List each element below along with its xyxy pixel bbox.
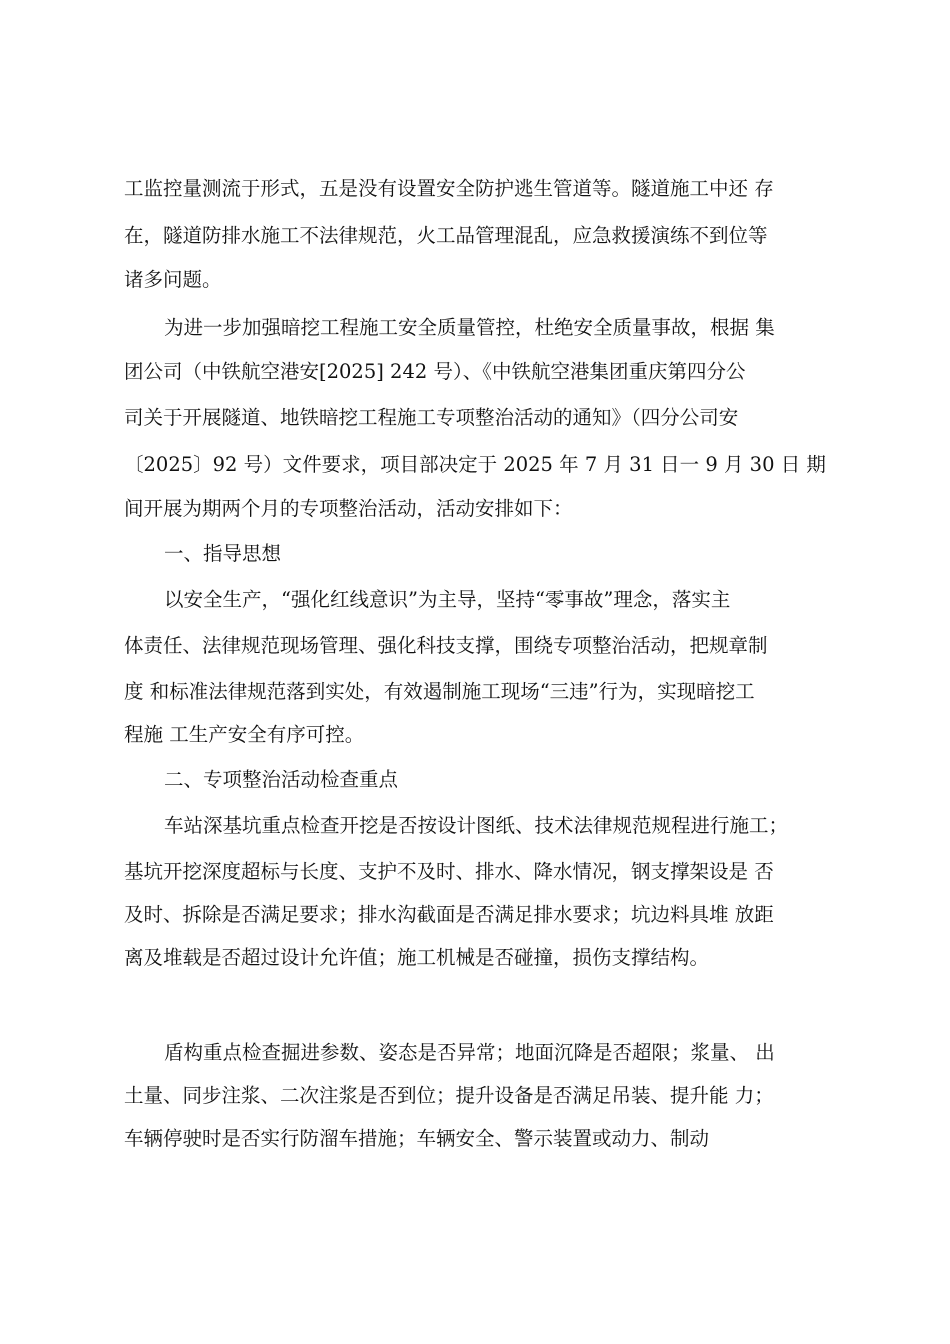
line-text: 土量、同步注浆、二次注浆是否到位；提升设备是否满足吊装、提升能 力； [124, 1084, 774, 1107]
line-text: 〔2025〕92 号）文件要求，项目部决定于 2025 年 7 月 31 日一 9 月 30 日 期 [124, 453, 826, 476]
line-text: 程施 工生产安全有序可控。 [124, 723, 365, 746]
line-text: 车辆停驶时是否实行防溜车措施；车辆安全、警示装置或动力、制动 [124, 1127, 710, 1150]
line-text: 离及堆载是否超过设计允许值；施工机械是否碰撞，损伤支撑结构。 [124, 946, 710, 969]
line-text: 在，隧道防排水施工不法律规范，火工品管理混乱，应急救援演练不到位等 [124, 224, 768, 247]
line-text: 车站深基坑重点检查开挖是否按设计图纸、技术法律规范规程进行施工； [164, 814, 789, 837]
line-text: 工监控量测流于形式，五是没有设置安全防护逃生管道等。隧道施工中还 存 [124, 177, 774, 200]
heading-text: 一、指导思想 [164, 542, 282, 565]
line-text: 诸多问题。 [124, 268, 222, 291]
line-text: 度 和标准法律规范落到实处，有效遏制施工现场“三违”行为，实现暗挖工 [124, 680, 755, 703]
line-text: 盾构重点检查掘进参数、姿态是否异常；地面沉降是否超限；浆量、 出 [164, 1041, 775, 1064]
line-text: 体责任、法律规范现场管理、强化科技支撑，围绕专项整治活动，把规章制 [124, 634, 768, 657]
line-text: 司关于开展隧道、地铁暗挖工程施工专项整治活动的通知》（四分公司安 [124, 406, 739, 429]
line-text: 间开展为期两个月的专项整治活动，活动安排如下： [124, 497, 573, 520]
heading-text: 二、专项整治活动检查重点 [164, 768, 399, 791]
line-text: 以安全生产，“强化红线意识”为主导，坚持“零事故”理念，落实主 [164, 588, 731, 611]
line-text: 团公司（中铁航空港安[2025] 242 号）、《中铁航空港集团重庆第四分公 [124, 360, 746, 383]
line-text: 为进一步加强暗挖工程施工安全质量管控，杜绝安全质量事故，根据 集 [164, 316, 775, 339]
line-text: 及时、拆除是否满足要求；排水沟截面是否满足排水要求；坑边料具堆 放距 [124, 903, 774, 926]
line-text: 基坑开挖深度超标与长度、支护不及时、排水、降水情况，钢支撑架设是 否 [124, 860, 774, 883]
